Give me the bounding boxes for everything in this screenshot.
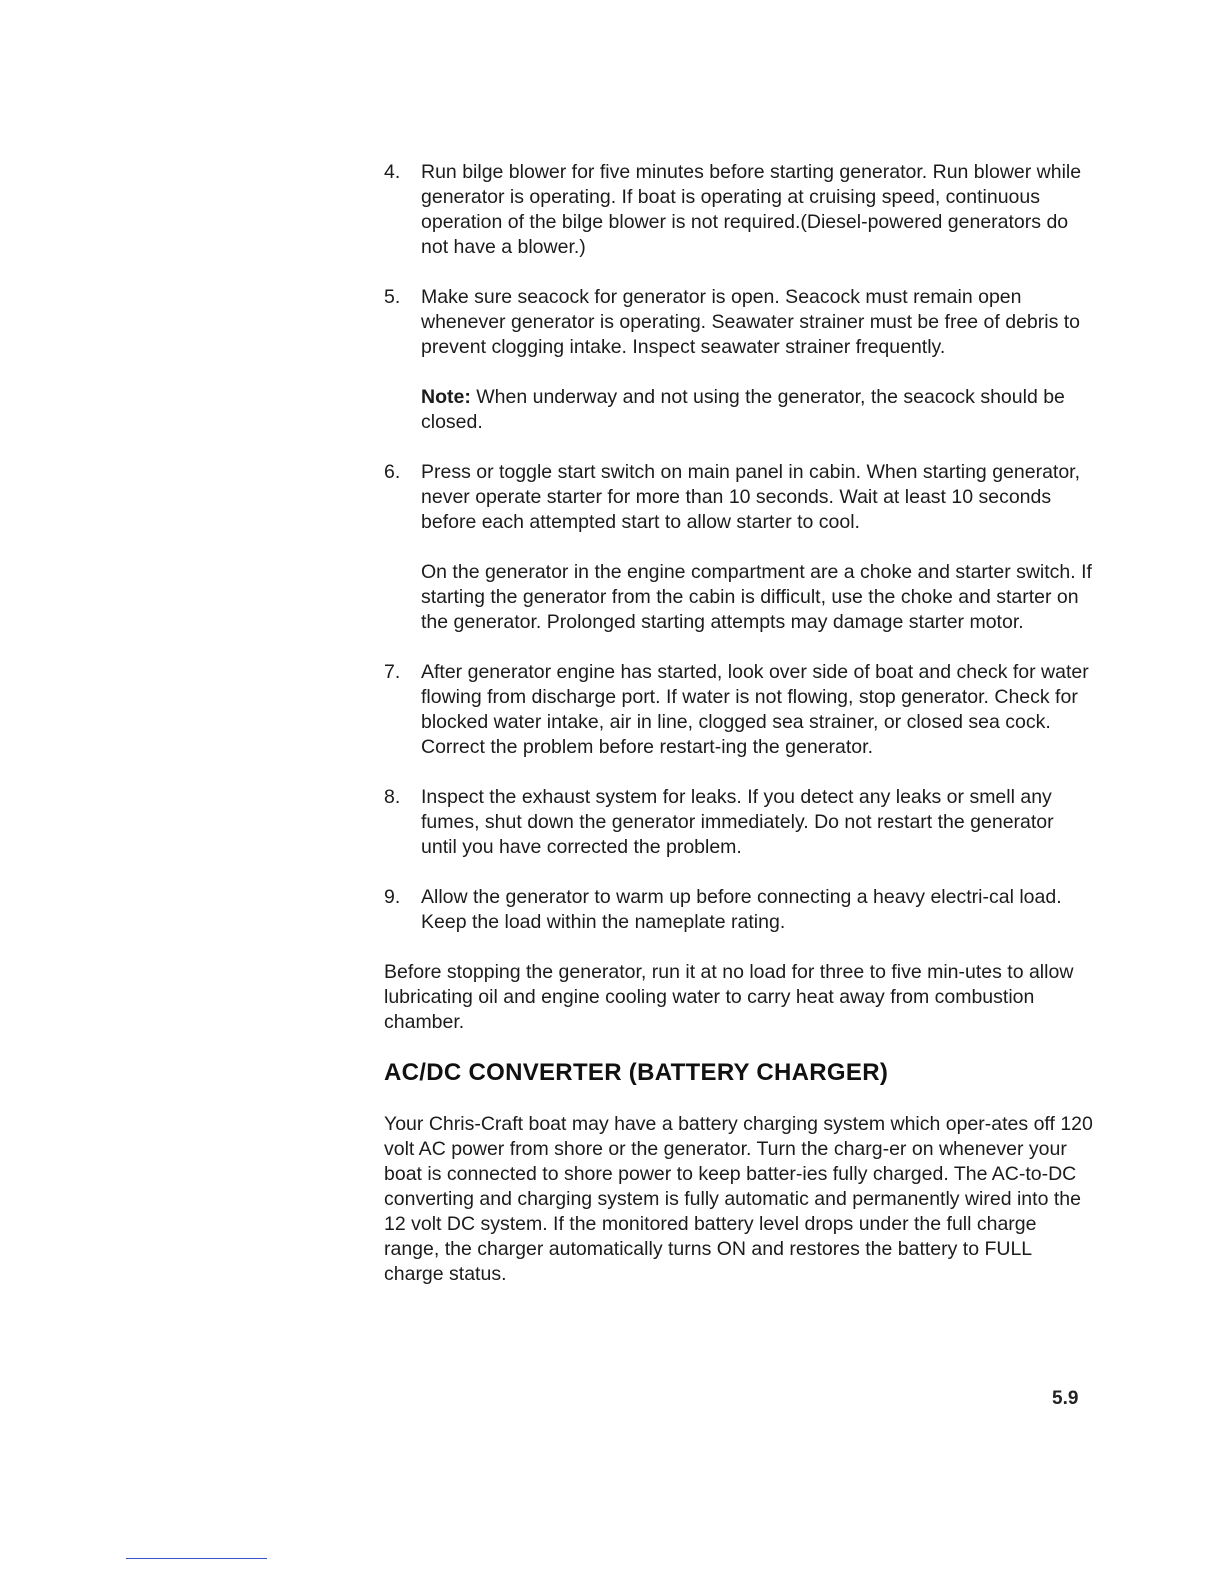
step-number: 6. [384,461,401,483]
step-text: Allow the generator to warm up before connecting a heavy electri-cal load. Keep the load within the nameplate rating. [421,886,1062,933]
step-5 [384,285,1094,435]
step-number: 9. [384,886,401,908]
section-body: Your Chris-Craft boat may have a battery charging system which oper-ates off 120 volt AC power from shore or the generator. Turn the charg-er on whenever your boat is connected to shore power to keep batter-ies fully charged. The AC-to-DC converting and charging system is fully automatic and permanently wired into the 12 volt DC system. If the monitored battery level drops under the full charge range, the charger automatically turns ON and restores the battery to FULL charge status. [384,1113,1093,1285]
step-text: Run bilge blower for five minutes before starting generator. Run blower while generator is operating. If boat is operating at cruising speed, continuous operation of the bilge blower is not required.(Diesel-powered generators do not have a blower.) [421,161,1082,258]
step-number: 4. [384,161,401,183]
section-heading: AC/DC CONVERTER (BATTERY CHARGER) [384,1059,889,1086]
step-8 [384,785,1094,860]
step-text-continued: On the generator in the engine compartment are a choke and starter switch. If starting the generator from the cabin is difficult, use the choke and starter on the generator. Prolonged starting attempts may damage starter motor. [421,561,1092,633]
step-text: After generator engine has started, look over side of boat and check for water flowing from discharge port. If water is not flowing, stop generator. Check for blocked water intake, air in line, clogged sea strainer, or closed sea cock. Correct the problem before restart-ing the generator. [421,661,1089,758]
note-text: When underway and not using the generator, the seacock should be closed. [421,386,1065,433]
footer-rule [126,1558,267,1559]
closing-paragraph: Before stopping the generator, run it at no load for three to five min-utes to allow lubricating oil and engine cooling water to carry heat away from combustion chamber. [384,961,1074,1033]
step-number: 5. [384,286,401,308]
step-6 [384,460,1094,635]
note [421,385,1094,435]
step-number: 8. [384,786,401,808]
page-content [384,160,1094,1287]
note-label: Note: [421,386,471,408]
step-4 [384,160,1094,260]
step-7 [384,660,1094,760]
step-text: Make sure seacock for generator is open. Seacock must remain open whenever generator is operating. Seawater strainer must be free of debris to prevent clogging intake. Inspect seawater strainer frequently. [421,286,1081,358]
step-9 [384,885,1094,935]
page-number: 5.9 [1052,1388,1079,1409]
step-text: Inspect the exhaust system for leaks. If you detect any leaks or smell any fumes, shut down the generator immediately. Do not restart the generator until you have corrected the problem. [421,786,1054,858]
step-text: Press or toggle start switch on main panel in cabin. When starting generator, never operate starter for more than 10 seconds. Wait at least 10 seconds before each attempted start to allow starter to cool. [421,461,1081,533]
step-number: 7. [384,661,401,683]
